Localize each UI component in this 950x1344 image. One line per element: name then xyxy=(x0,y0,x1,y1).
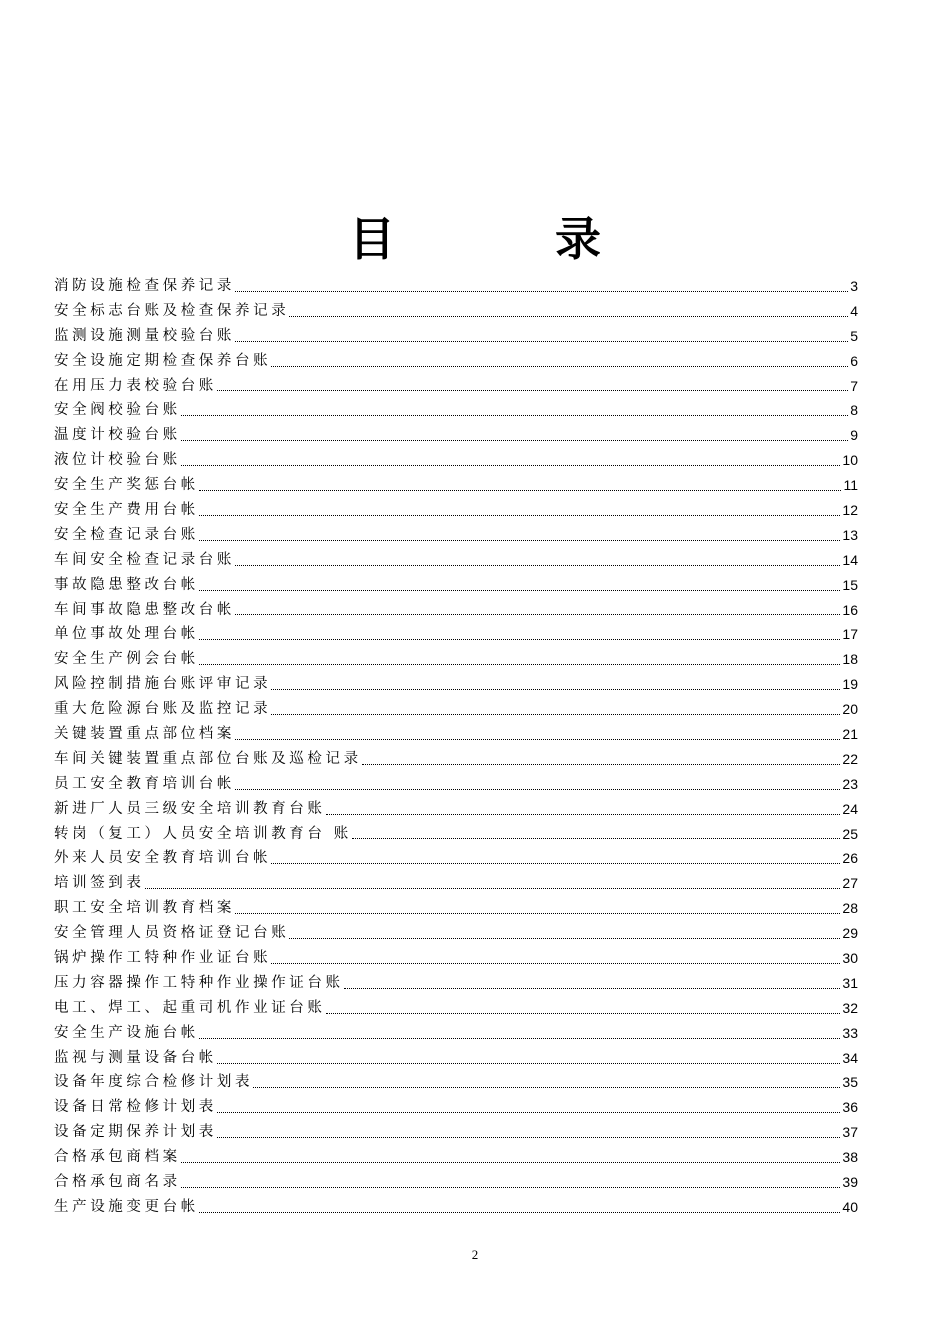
toc-leader-dots xyxy=(235,912,840,914)
toc-entry-page: 11 xyxy=(843,477,858,494)
toc-entry-page: 35 xyxy=(842,1074,858,1091)
toc-entry[interactable] xyxy=(54,1170,858,1195)
toc-entry[interactable] xyxy=(54,374,858,399)
toc-entry-page: 27 xyxy=(842,875,858,892)
toc-entry[interactable] xyxy=(54,921,858,946)
toc-entry-page: 22 xyxy=(842,750,858,767)
toc-entry[interactable] xyxy=(54,598,858,623)
toc-leader-dots xyxy=(235,564,840,566)
title-char-1: 目 xyxy=(349,212,395,266)
toc-entry[interactable] xyxy=(54,1021,858,1046)
table-of-contents xyxy=(54,274,858,1220)
toc-entry-label: 安全检查记录台账 xyxy=(54,526,199,543)
toc-entry-label: 锅炉操作工特种作业证台账 xyxy=(54,950,272,967)
toc-entry-label: 车间关键装置重点部位台账及巡检记录 xyxy=(54,750,362,767)
toc-leader-dots xyxy=(181,1161,841,1163)
toc-entry-page: 31 xyxy=(842,974,858,991)
toc-entry-page: 20 xyxy=(842,701,858,718)
toc-entry-label: 合格承包商档案 xyxy=(54,1149,181,1166)
toc-entry-page: 4 xyxy=(850,302,858,319)
toc-entry-label: 消防设施检查保养记录 xyxy=(54,277,235,294)
toc-leader-dots xyxy=(199,539,841,541)
toc-entry-page: 9 xyxy=(850,427,858,444)
toc-entry-label: 安全生产费用台帐 xyxy=(54,502,199,518)
toc-leader-dots xyxy=(235,788,840,790)
toc-entry[interactable] xyxy=(54,448,858,473)
toc-entry-page: 10 xyxy=(842,452,858,469)
toc-leader-dots xyxy=(326,1012,841,1014)
toc-entry[interactable] xyxy=(54,1145,858,1170)
toc-leader-dots xyxy=(235,290,848,292)
toc-leader-dots xyxy=(271,713,840,715)
toc-entry-label: 培训签到表 xyxy=(54,875,145,892)
toc-entry[interactable] xyxy=(54,1095,858,1120)
toc-entry[interactable] xyxy=(54,423,858,448)
toc-leader-dots xyxy=(344,987,841,989)
toc-entry[interactable] xyxy=(54,697,858,722)
toc-entry[interactable] xyxy=(54,822,858,847)
toc-entry-page: 24 xyxy=(842,800,858,817)
toc-entry[interactable] xyxy=(54,622,858,647)
toc-entry[interactable] xyxy=(54,498,858,523)
toc-entry[interactable] xyxy=(54,1071,858,1096)
toc-entry[interactable] xyxy=(54,299,858,324)
toc-entry-label: 员工安全教育培训台帐 xyxy=(54,775,235,792)
toc-entry[interactable] xyxy=(54,548,858,573)
toc-entry[interactable] xyxy=(54,324,858,349)
toc-entry-label: 关键装置重点部位档案 xyxy=(54,726,235,743)
toc-leader-dots xyxy=(352,837,841,839)
toc-entry-page: 26 xyxy=(842,850,858,867)
toc-entry[interactable] xyxy=(54,349,858,374)
toc-entry-page: 17 xyxy=(842,626,858,643)
toc-leader-dots xyxy=(271,862,840,864)
toc-entry-label: 压力容器操作工特种作业操作证台账 xyxy=(54,974,344,991)
toc-leader-dots xyxy=(362,763,841,765)
toc-entry-label: 液位计校验台账 xyxy=(54,452,181,469)
toc-entry-label: 安全生产设施台帐 xyxy=(54,1024,199,1041)
page-title xyxy=(0,206,950,266)
toc-leader-dots xyxy=(145,887,841,889)
toc-entry-label: 设备日常检修计划表 xyxy=(54,1099,217,1116)
toc-leader-dots xyxy=(217,1062,841,1064)
toc-leader-dots xyxy=(217,1111,841,1113)
toc-leader-dots xyxy=(289,937,840,939)
toc-entry-page: 29 xyxy=(842,925,858,942)
toc-entry[interactable] xyxy=(54,647,858,672)
toc-entry[interactable] xyxy=(54,398,858,423)
toc-leader-dots xyxy=(271,688,840,690)
toc-leader-dots xyxy=(181,464,841,466)
toc-entry-page: 40 xyxy=(842,1198,858,1215)
toc-entry-page: 34 xyxy=(842,1049,858,1066)
toc-entry-page: 37 xyxy=(842,1124,858,1141)
toc-entry-page: 28 xyxy=(842,900,858,917)
toc-entry-label: 单位事故处理台帐 xyxy=(54,626,199,643)
toc-entry-label: 风险控制措施台账评审记录 xyxy=(54,676,272,693)
toc-entry-page: 14 xyxy=(842,551,858,568)
toc-entry-label: 重大危险源台账及监控记录 xyxy=(54,701,272,718)
toc-entry[interactable] xyxy=(54,846,858,871)
toc-entry[interactable] xyxy=(54,274,858,299)
toc-entry-label: 安全生产例会台帐 xyxy=(54,651,199,668)
toc-entry[interactable] xyxy=(54,996,858,1021)
toc-entry[interactable] xyxy=(54,772,858,797)
toc-entry[interactable] xyxy=(54,1195,858,1220)
toc-entry-page: 32 xyxy=(842,999,858,1016)
toc-leader-dots xyxy=(235,613,840,615)
toc-entry[interactable] xyxy=(54,797,858,822)
toc-leader-dots xyxy=(181,414,849,416)
toc-entry-label: 外来人员安全教育培训台帐 xyxy=(54,850,272,867)
toc-entry-label: 合格承包商名录 xyxy=(54,1174,181,1191)
toc-entry-page: 5 xyxy=(850,327,858,344)
toc-entry-label: 转岗（复工）人员安全培训教育台 账 xyxy=(54,825,352,842)
toc-leader-dots xyxy=(181,439,849,441)
toc-entry-page: 25 xyxy=(842,825,858,842)
toc-entry-label: 车间安全检查记录台账 xyxy=(54,551,235,568)
toc-entry[interactable] xyxy=(54,1120,858,1145)
toc-leader-dots xyxy=(235,738,840,740)
toc-leader-dots xyxy=(271,365,848,367)
toc-entry-page: 15 xyxy=(842,576,858,593)
title-char-2: 录 xyxy=(555,212,601,266)
toc-leader-dots xyxy=(199,514,841,516)
toc-leader-dots xyxy=(199,489,842,491)
toc-entry[interactable] xyxy=(54,722,858,747)
toc-entry-label: 安全标志台账及检查保养记录 xyxy=(54,302,290,319)
toc-entry[interactable] xyxy=(54,896,858,921)
toc-entry-label: 安全阀校验台账 xyxy=(54,402,181,419)
toc-leader-dots xyxy=(217,389,848,391)
toc-entry-page: 8 xyxy=(850,402,858,419)
toc-leader-dots xyxy=(271,962,840,964)
toc-entry-label: 温度计校验台账 xyxy=(54,427,181,444)
toc-leader-dots xyxy=(199,1211,841,1213)
toc-entry-page: 23 xyxy=(842,775,858,792)
toc-entry[interactable] xyxy=(54,672,858,697)
toc-leader-dots xyxy=(199,589,841,591)
toc-entry-label: 监测设施测量校验台账 xyxy=(54,327,235,344)
toc-entry-page: 16 xyxy=(842,601,858,618)
toc-leader-dots xyxy=(326,813,841,815)
toc-entry-page: 7 xyxy=(850,377,858,394)
toc-entry-label: 设备年度综合检修计划表 xyxy=(54,1074,254,1091)
toc-entry-label: 安全管理人员资格证登记台账 xyxy=(54,925,290,942)
toc-entry-label: 事故隐患整改台帐 xyxy=(54,576,199,593)
toc-entry-page: 13 xyxy=(842,526,858,543)
toc-entry-label: 安全生产奖惩台帐 xyxy=(54,477,199,494)
toc-entry-label: 在用压力表校验台账 xyxy=(54,377,217,394)
toc-entry[interactable] xyxy=(54,523,858,548)
toc-leader-dots xyxy=(235,340,848,342)
toc-entry-page: 6 xyxy=(850,352,858,369)
toc-leader-dots xyxy=(199,1037,841,1039)
toc-entry-label: 监视与测量设备台帐 xyxy=(54,1049,217,1066)
toc-entry-label: 生产设施变更台帐 xyxy=(54,1198,199,1215)
toc-leader-dots xyxy=(289,315,848,317)
toc-entry[interactable] xyxy=(54,473,858,498)
toc-entry[interactable] xyxy=(54,971,858,996)
toc-leader-dots xyxy=(181,1186,841,1188)
toc-leader-dots xyxy=(253,1086,840,1088)
toc-entry[interactable] xyxy=(54,946,858,971)
toc-entry-page: 21 xyxy=(842,726,858,743)
toc-entry-label: 安全设施定期检查保养台账 xyxy=(54,352,272,369)
toc-leader-dots xyxy=(217,1136,841,1138)
toc-entry-label: 职工安全培训教育档案 xyxy=(54,900,235,917)
toc-entry[interactable] xyxy=(54,747,858,772)
page-number: 2 xyxy=(471,1247,479,1262)
toc-entry-page: 3 xyxy=(850,277,858,294)
toc-entry-label: 新进厂人员三级安全培训教育台账 xyxy=(54,800,326,817)
toc-entry-label: 设备定期保养计划表 xyxy=(54,1124,217,1141)
toc-entry[interactable] xyxy=(54,573,858,598)
toc-entry[interactable] xyxy=(54,1046,858,1071)
toc-entry-page: 30 xyxy=(842,950,858,967)
toc-entry-page: 33 xyxy=(842,1024,858,1041)
toc-leader-dots xyxy=(199,663,841,665)
toc-entry-page: 39 xyxy=(842,1174,858,1191)
toc-entry-page: 18 xyxy=(842,651,858,668)
toc-entry-page: 38 xyxy=(842,1149,858,1166)
toc-entry-page: 36 xyxy=(842,1099,858,1116)
toc-entry-page: 12 xyxy=(842,502,858,518)
toc-entry-page: 19 xyxy=(842,676,858,693)
toc-entry-label: 电工、焊工、起重司机作业证台账 xyxy=(54,999,326,1016)
toc-entry-label: 车间事故隐患整改台帐 xyxy=(54,601,235,618)
toc-leader-dots xyxy=(199,638,841,640)
toc-entry[interactable] xyxy=(54,871,858,896)
